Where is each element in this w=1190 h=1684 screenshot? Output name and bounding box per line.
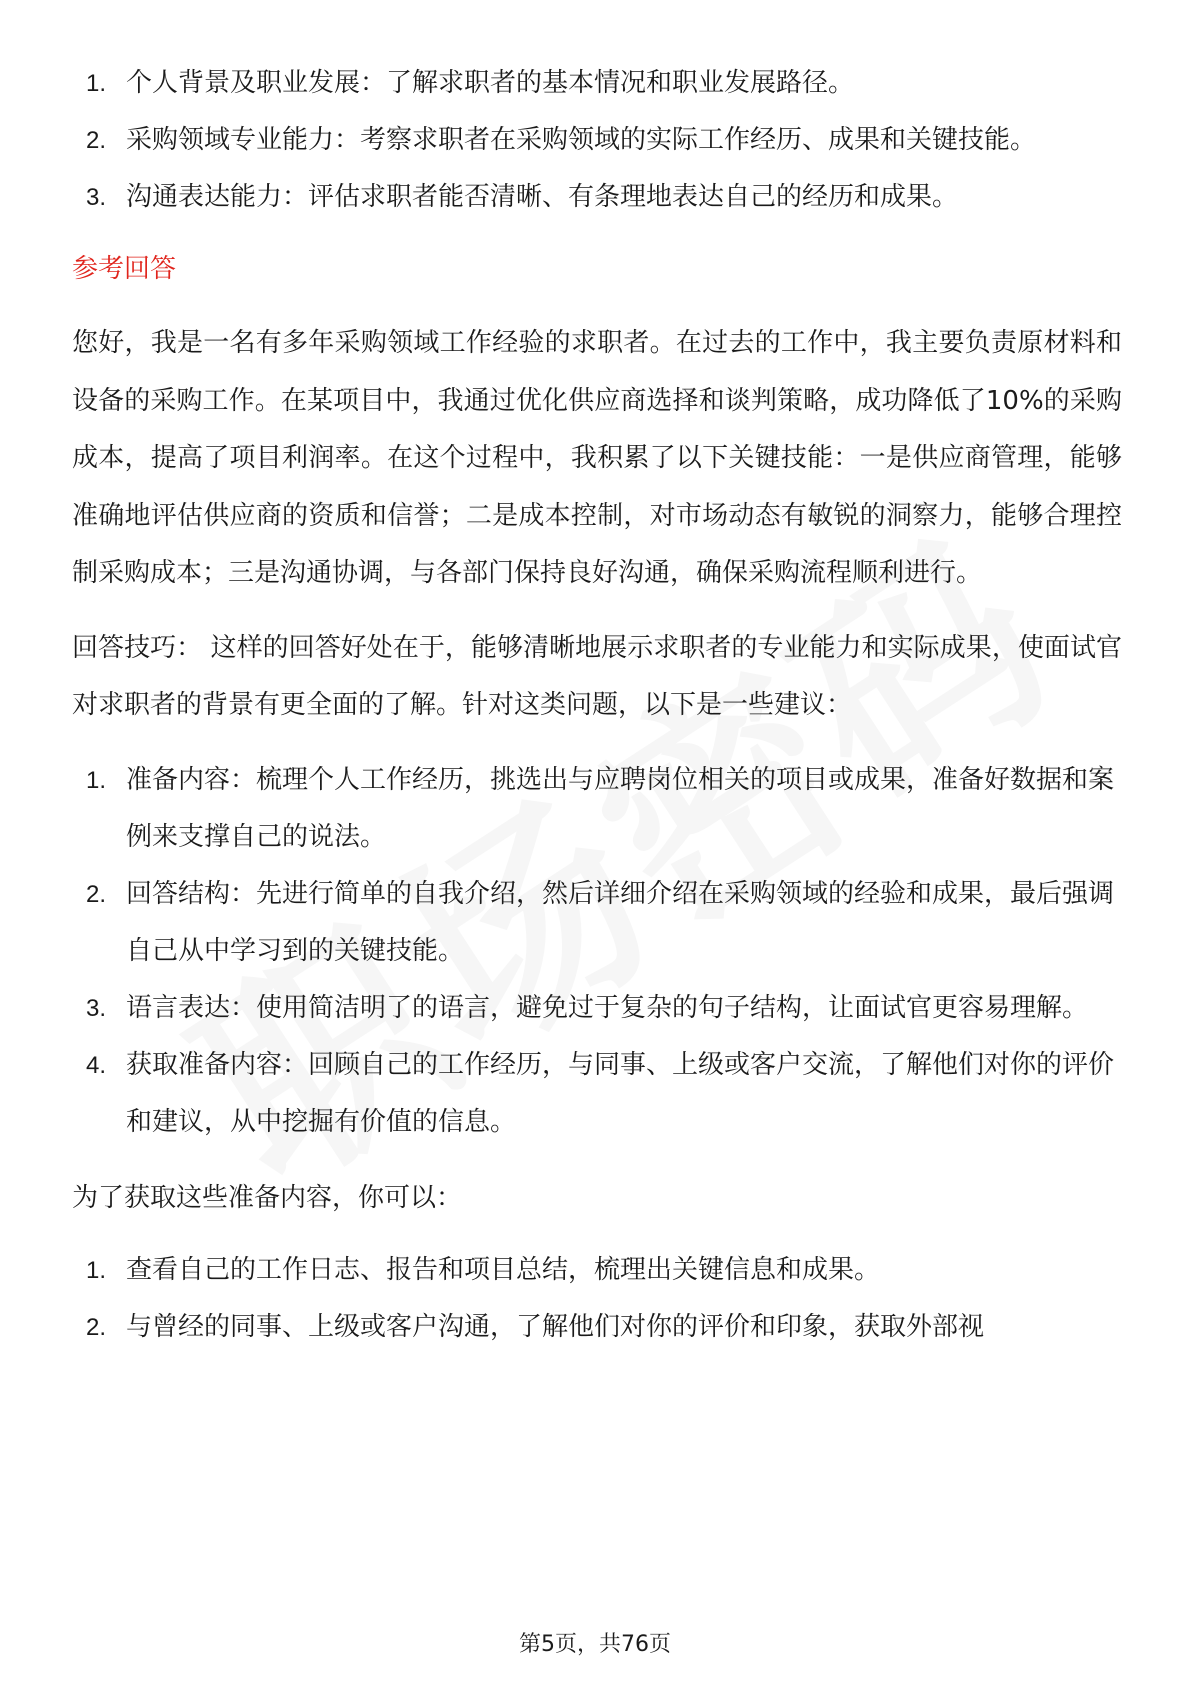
list-item-text: 沟通表达能力：评估求职者能否清晰、有条理地表达自己的经历和成果。 xyxy=(126,182,959,212)
list-item-text: 与曾经的同事、上级或客户沟通，了解他们对你的评价和印象，获取外部视 xyxy=(126,1312,985,1342)
list-item xyxy=(72,169,1122,226)
page-footer: 第5页，共76页 xyxy=(519,1632,671,1657)
reference-answer-heading: 参考回答 xyxy=(72,254,177,284)
list-number: 1. xyxy=(86,766,107,794)
tips-paragraph: 回答技巧： 这样的回答好处在于，能够清晰地展示求职者的专业能力和实际成果，使面试官对求职者的背景有更全面的了解。针对这类问题，以下是一些建议： xyxy=(72,632,1122,720)
list-number: 4. xyxy=(86,1051,107,1079)
list-item xyxy=(72,1242,1122,1299)
list-number: 2. xyxy=(86,127,107,154)
prep-paragraph: 为了获取这些准备内容，你可以： xyxy=(72,1182,463,1213)
list-number: 1. xyxy=(86,70,107,97)
list-item xyxy=(72,1299,1122,1356)
list-item xyxy=(72,866,1122,980)
list-item-text: 个人背景及职业发展：了解求职者的基本情况和职业发展路径。 xyxy=(126,68,855,98)
list-number: 2. xyxy=(86,880,107,908)
list-item xyxy=(72,752,1122,866)
list-number: 1. xyxy=(86,1257,107,1284)
page-content xyxy=(72,55,1122,1356)
list-item xyxy=(72,55,1122,112)
list-number: 2. xyxy=(86,1314,107,1341)
suggestions-list xyxy=(72,752,1122,1151)
list-number: 3. xyxy=(86,184,107,211)
list-item-text: 采购领域专业能力：考察求职者在采购领域的实际工作经历、成果和关键技能。 xyxy=(126,125,1037,155)
list-item-text: 准备内容：梳理个人工作经历，挑选出与应聘岗位相关的项目或成果，准备好数据和案例来支撑自己的说法。 xyxy=(126,764,1115,852)
list-item-text: 查看自己的工作日志、报告和项目总结，梳理出关键信息和成果。 xyxy=(126,1255,881,1285)
prep-methods-list xyxy=(72,1242,1122,1356)
list-number: 3. xyxy=(86,994,107,1022)
answer-paragraph: 您好，我是一名有多年采购领域工作经验的求职者。在过去的工作中，我主要负责原材料和设备的采购工作。在某项目中，我通过优化供应商选择和谈判策略，成功降低了10%的采购成本，提高了项目利润率。在这个过程中，我积累了以下关键技能：一是供应商管理，能够准确地评估供应商的资质和信誉；二是成本控制，对市场动态有敏锐的洞察力，能够合理控制采购成本；三是沟通协调，与各部门保持良好沟通，确保采购流程顺利进行。 xyxy=(72,328,1122,588)
list-item xyxy=(72,112,1122,169)
list-item xyxy=(72,980,1122,1037)
list-item-text: 语言表达：使用简洁明了的语言，避免过于复杂的句子结构，让面试官更容易理解。 xyxy=(126,992,1089,1023)
list-item-text: 获取准备内容：回顾自己的工作经历，与同事、上级或客户交流，了解他们对你的评价和建议，从中挖掘有价值的信息。 xyxy=(126,1049,1115,1137)
list-item-text: 回答结构：先进行简单的自我介绍，然后详细介绍在采购领域的经验和成果，最后强调自己从中学习到的关键技能。 xyxy=(126,878,1115,966)
list-item xyxy=(72,1037,1122,1151)
evaluation-points-list xyxy=(72,55,1122,226)
